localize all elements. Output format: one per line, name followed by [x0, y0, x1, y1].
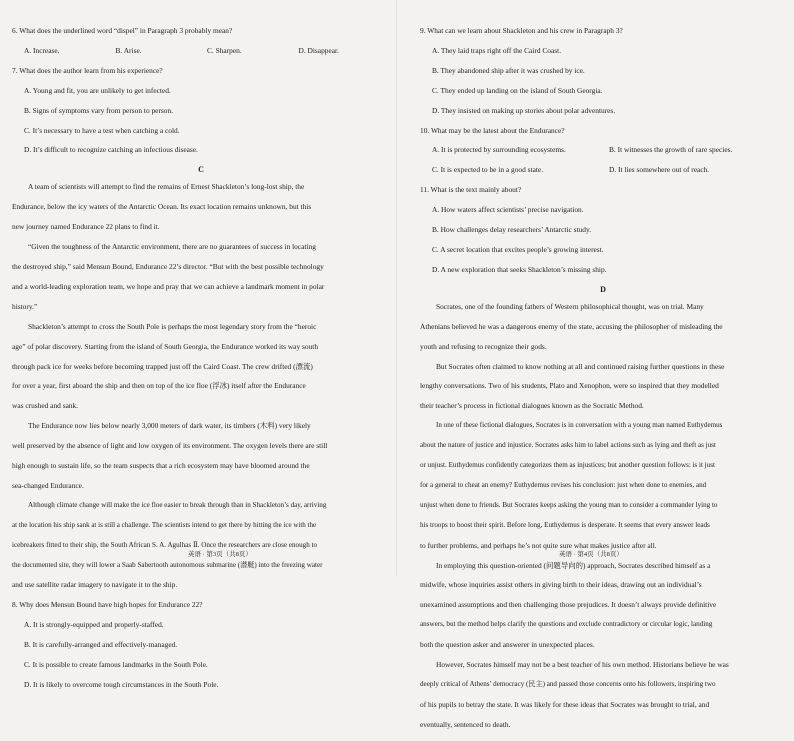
question-6-options — [12, 47, 390, 55]
question-6-option-a: A. Increase. — [24, 45, 60, 55]
passage-line: his troops to boost their spirit. Before long, Euthydemus is desperate. It seems that every answer leads — [420, 520, 710, 529]
passage-line: Athenians believed he was a dangerous enemy of the state, accusing the philosopher of misleading the — [420, 321, 723, 331]
question-6-option-b: B. Arise. — [115, 45, 142, 55]
question-10-option-b: B. It witnesses the growth of rare species. — [609, 145, 733, 155]
passage-line: answers, but the method helps clarify the questions and exclude contradictory or circular logic, landing — [420, 620, 713, 629]
question-10-options-row-1 — [420, 146, 786, 154]
passage-line: well preserved by the absence of light and low oxygen of its environment. The oxygen levels there are still — [12, 441, 328, 451]
left-page-footer: 英语 · 第3页（共8页） — [188, 551, 252, 558]
question-7-option-c: C. It’s necessary to have a test when catching a cold. — [24, 125, 180, 135]
question-10-option-d: D. It lies somewhere out of reach. — [609, 165, 710, 175]
section-c-heading: C — [198, 165, 204, 175]
question-11-option-a: A. How waters affect scientists’ precise navigation. — [432, 205, 584, 215]
question-10-options-row-2 — [420, 166, 786, 174]
passage-line: their teacher’s process in fictional dialogues known as the Socratic Method. — [420, 401, 644, 411]
question-11-option-b: B. How challenges delay researchers’ Antarctic study. — [432, 225, 592, 235]
passage-line: the destroyed ship,” said Mensun Bound, Endurance 22’s director. “But with the best possible technology — [12, 261, 324, 271]
passage-line: and use satellite radar imagery to navigate it to the ship. — [12, 580, 178, 590]
passage-line: The Endurance now lies below nearly 3,000 meters of dark water, its timbers (木料) very likely — [28, 421, 311, 431]
question-7-option-a: A. Young and fit, you are unlikely to get infected. — [24, 85, 171, 95]
question-11-option-c: C. A secret location that excites people’s growing interest. — [432, 244, 604, 254]
left-column — [12, 27, 390, 701]
passage-line: Endurance, below the icy waters of the Antarctic Ocean. Its exact location remains unknown, but this — [12, 202, 312, 212]
question-9-stem: 9. What can we learn about Shackleton and his crew in Paragraph 3? — [420, 26, 623, 35]
passage-line: at the location his ship sank at is still a challenge. The scientists intend to get there by hitting the ice with the — [12, 520, 317, 529]
passage-line: eventually, sentenced to death. — [420, 719, 511, 729]
passage-line: In one of these fictional dialogues, Socrates is in conversation with a young man named Euthydemus — [436, 421, 723, 430]
question-8-stem: 8. Why does Mensun Bound have high hopes for Endurance 22? — [12, 600, 203, 610]
question-7-option-b: B. Signs of symptoms vary from person to person. — [24, 105, 174, 115]
passage-c — [12, 183, 390, 589]
passage-line: lengthy conversations. Two of his students, Plato and Xenophon, were so inspired that they modelled — [420, 381, 719, 391]
question-11-option-d: D. A new exploration that seeks Shackleton’s missing ship. — [432, 264, 607, 274]
passage-line: youth and refusing to recognize their gods. — [420, 341, 547, 351]
passage-line: and a world-leading exploration team, we hope and pray that we can achieve a landmark moment in polar — [12, 281, 325, 291]
passage-line: high enough to sustain life, so the team suspects that a rich ecosystem may have bloomed around the — [12, 461, 310, 471]
passage-line: about the nature of justice and injustice. Socrates asks him to label actions such as lying and theft as just — [420, 441, 716, 450]
passage-line: Shackleton’s attempt to cross the South Pole is perhaps the most legendary story from the “heroic — [28, 321, 317, 331]
question-8-option-b: B. It is carefully-arranged and effectively-managed. — [24, 640, 178, 650]
passage-line: However, Socrates himself may not be a best teacher of his own method. Historians believe he was — [436, 660, 729, 670]
passage-line: or unjust. Euthydemus confidently categorizes them as injustices; but another question follows: is it just — [420, 461, 715, 470]
question-6-option-c: C. Sharpen. — [207, 45, 242, 55]
question-7-stem: 7. What does the author learn from his experience? — [12, 65, 163, 75]
question-6-stem: 6. What does the underlined word “dispel” in Paragraph 3 probably mean? — [12, 26, 233, 35]
passage-line: icebreakers fitted to their ship, the South African S. A. Agulhas Ⅱ. Once the researchers are close enough to — [12, 540, 318, 549]
passage-line: was crushed and sank. — [12, 401, 79, 411]
question-10-option-a: A. It is protected by surrounding ecosystems. — [432, 145, 566, 155]
passage-line: “Given the toughness of the Antarctic environment, there are no guarantees of success in locating — [28, 242, 316, 252]
right-column — [420, 27, 786, 741]
section-d-heading: D — [600, 284, 606, 294]
passage-line: of his pupils to betray the state. It was likely for these ideas that Socrates was brought to trial, and — [420, 699, 710, 709]
question-9-option-b: B. They abandoned ship after it was crushed by ice. — [432, 65, 585, 75]
question-10-option-c: C. It is expected to be in a good state. — [432, 165, 544, 175]
right-page-footer: 英语 · 第4页（共8页） — [559, 551, 623, 558]
question-9-option-c: C. They ended up landing on the island of South Georgia. — [432, 85, 603, 95]
passage-line: In employing this question-oriented (问题导向的) approach, Socrates described himself as a — [436, 560, 711, 570]
passage-d — [420, 303, 786, 729]
question-8-option-c: C. It is possible to create famous landmarks in the South Pole. — [24, 660, 208, 670]
question-9-option-d: D. They insisted on making up stories about polar adventures. — [432, 105, 616, 115]
passage-line: deeply critical of Athens’ democracy (民主) and passed those concerns onto his followers, inspiring two — [420, 680, 716, 688]
passage-line: for over a year, first aboard the ship and then on top of the ice floe (浮冰) itself after the Endurance — [12, 381, 306, 391]
passage-line: A team of scientists will attempt to find the remains of Ernest Shackleton’s long-lost ship, the — [28, 182, 305, 192]
question-10-stem: 10. What may be the latest about the Endurance? — [420, 125, 565, 135]
left-page — [0, 0, 397, 689]
passage-line: sea-changed Endurance. — [12, 480, 84, 490]
passage-line: to further problems, and perhaps he’s not quite sure what makes justice after all. — [420, 540, 657, 550]
question-8-option-d: D. It is likely to overcome tough circumstances in the South Pole. — [24, 680, 219, 689]
passage-line: But Socrates often claimed to know nothing at all and continued raising further questions in these — [436, 361, 725, 371]
passage-line: through pack ice for weeks before becoming trapped just off the Caird Coast. The crew drifted (漂流) — [12, 361, 313, 371]
question-8-option-a: A. It is strongly-equipped and properly-staffed. — [24, 620, 164, 630]
question-6-option-d: D. Disappear. — [298, 45, 339, 55]
question-9-option-a: A. They laid traps right off the Caird Coast. — [432, 45, 562, 55]
question-7-option-d: D. It’s difficult to recognize catching an infectious disease. — [24, 145, 198, 155]
passage-line: unjust when done to friends. But Socrates keeps asking the young man to consider a commander lying to — [420, 500, 718, 509]
passage-line: history.” — [12, 301, 38, 311]
right-page — [397, 0, 794, 729]
passage-line: midwife, whose inquiries assist others in giving birth to their ideas, drawing out an individual’s — [420, 580, 702, 590]
passage-line: Socrates, one of the founding fathers of Western philosophical thought, was on trial. Many — [436, 301, 704, 311]
passage-line: Although climate change will make the ice floe easier to break through than in Shackleton’s day, arriving — [28, 500, 327, 509]
passage-line: for a general to cheat an enemy? Euthydemus revises his conclusion: just when done to enemies, and — [420, 480, 707, 489]
question-11-stem: 11. What is the text mainly about? — [420, 185, 522, 195]
passage-line: age” of polar discovery. Starting from the island of South Georgia, the Endurance worked its way south — [12, 341, 319, 351]
passage-line: unexamined assumptions and then challenging those prejudices. It doesn’t always provide definitive — [420, 600, 717, 610]
passage-line: both the question asker and answerer in unexpected places. — [420, 640, 595, 650]
passage-line: the documented site, they will lower a Saab Sabertooth autonomous submarine (潜艇) into the freezing water — [12, 560, 323, 569]
passage-line: new journey named Endurance 22 plans to find it. — [12, 222, 160, 232]
